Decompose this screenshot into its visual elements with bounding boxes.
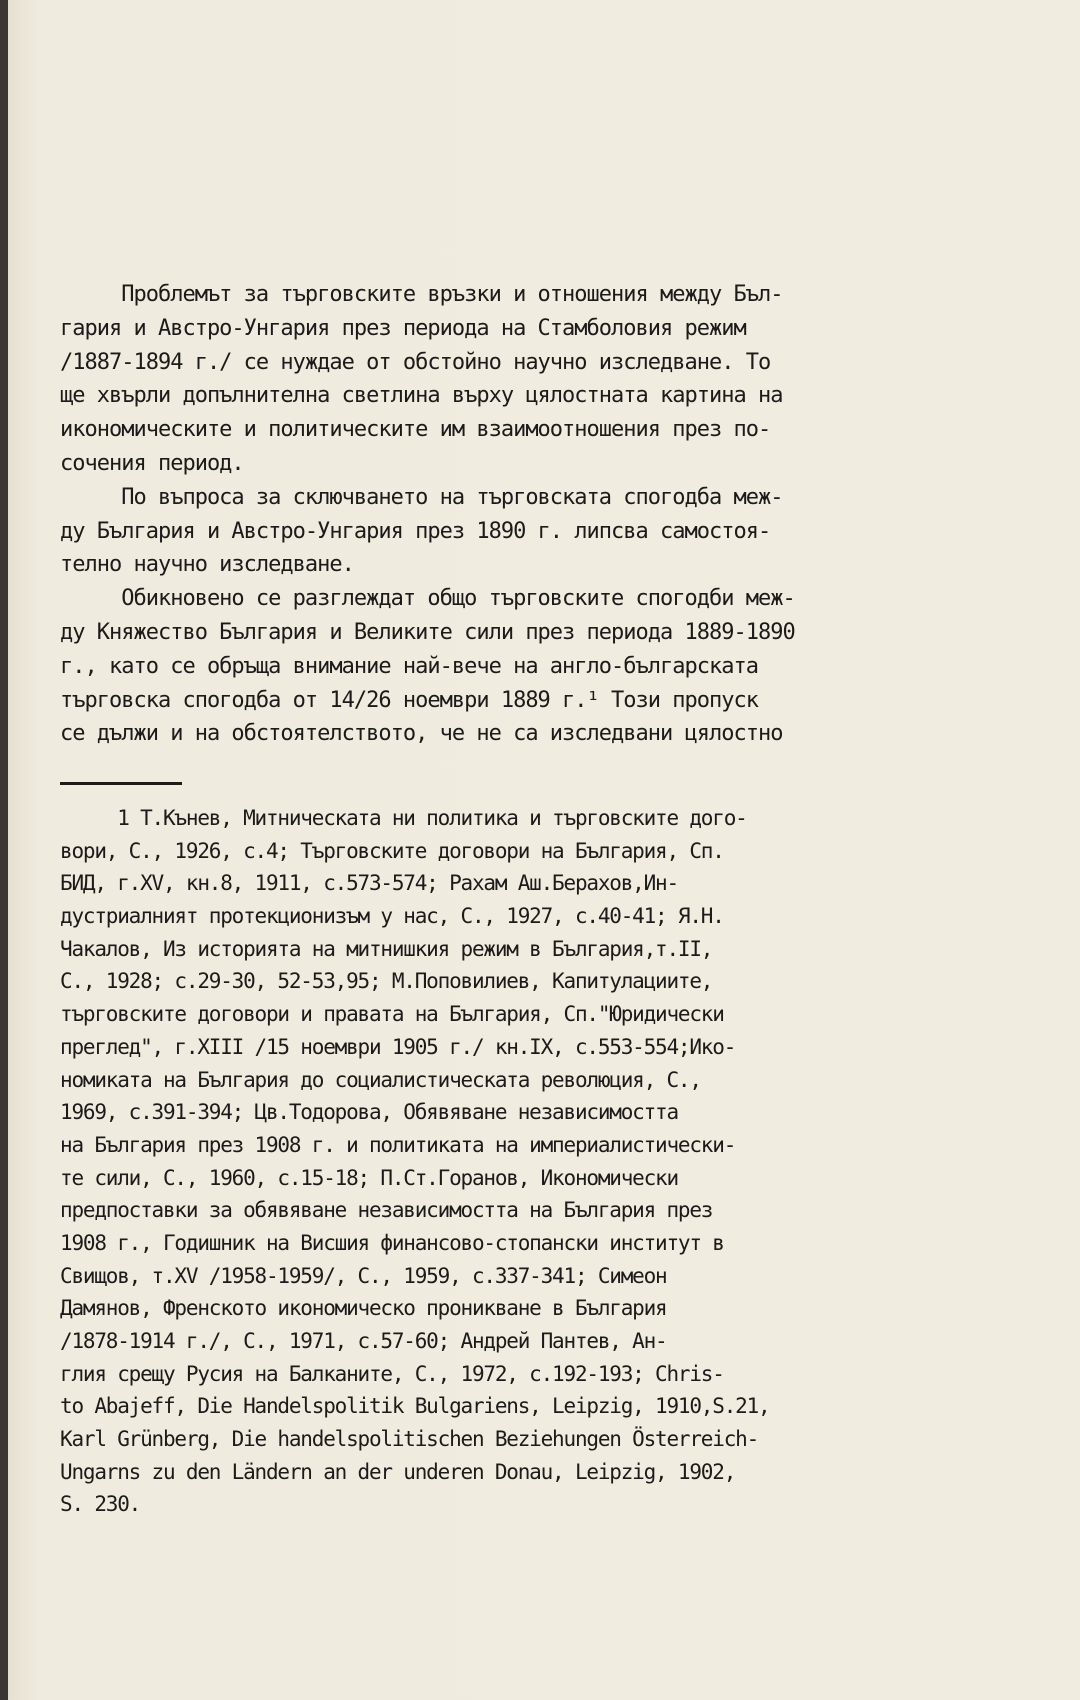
footnote-line: 1 Т.Кънев, Митническата ни политика и търговските дого- (60, 806, 747, 830)
body-line: /1887-1894 г./ се нуждае от обстойно научно изследване. То (60, 349, 771, 375)
footnote-line: номиката на България до социалистическата революция, С., (60, 1067, 701, 1092)
body-line: ще хвърли допълнителна светлина върху цялостната картина на (60, 383, 783, 409)
footnote-line: Ungarns zu den Ländern an der underen Donau, Leipzig, 1902, (60, 1459, 736, 1484)
body-line: ду България и Австро-Унгария през 1890 г. липсва самостоя- (60, 518, 771, 544)
footnote-line: на България през 1908 г. и политиката на империалистически- (60, 1132, 736, 1157)
footnote-line: преглед", г.XIII /15 ноември 1905 г./ кн.IX, с.553-554;Ико- (60, 1034, 736, 1059)
body-line: Обикновено се разглеждат общо търговските спогодби меж- (60, 586, 795, 612)
footnote-line: дустриалният протекционизъм у нас, С., 1927, с.40-41; Я.Н. (60, 904, 724, 929)
footnote-line: С., 1928; с.29-30, 52-53,95; М.Поповилиев, Капитулациите, (60, 969, 713, 994)
book-spine-edge (0, 0, 8, 1700)
body-line: сочения период. (60, 450, 244, 476)
footnote-divider (60, 782, 182, 785)
body-line: търговска спогодба от 14/26 ноември 1889 г.¹ Този пропуск (60, 687, 758, 713)
footnote-line: предпоставки за обявяване независимостта на България през (60, 1198, 713, 1223)
footnote-line: БИД, г.XV, кн.8, 1911, с.573-574; Рахам Аш.Берахов,Ин- (60, 871, 678, 896)
body-line: г., като се обръща внимание най-вече на англо-българската (60, 653, 758, 679)
footnote-line: Свищов, т.XV /1958-1959/, С., 1959, с.337-341; Симеон (60, 1263, 667, 1288)
body-line: икономическите и политическите им взаимоотношения през по- (60, 417, 771, 443)
body-line: се дължи и на обстоятелството, че не са изследвани цялостно (60, 721, 783, 747)
footnote-line: Чакалов, Из историята на митнишкия режим в България,т.II, (60, 936, 713, 961)
footnote-line: търговските договори и правата на България, Сп."Юридически (60, 1002, 724, 1027)
body-line: ду Княжество България и Великите сили през периода 1889-1890 (60, 619, 795, 645)
footnote-line: глия срещу Русия на Балканите, С., 1972, с.192-193; Chris- (60, 1361, 724, 1386)
body-line: телно научно изследване. (60, 552, 354, 578)
footnote-line: S. 230. (60, 1492, 141, 1517)
footnote-line: /1878-1914 г./, С., 1971, с.57-60; Андрей Пантев, Ан- (60, 1329, 667, 1353)
body-line: По въпроса за сключването на търговската спогодба меж- (60, 484, 783, 510)
footnote-line: 1908 г., Годишник на Висшия финансово-стопански институт в (60, 1230, 724, 1255)
body-line: Проблемът за търговските връзки и отношения между Бъл- (60, 282, 783, 307)
footnote-line: Karl Grünberg, Die handelspolitischen Beziehungen Österreich- (60, 1427, 759, 1452)
footnote-line: 1969, с.391-394; Цв.Тодорова, Обявяване независимостта (60, 1100, 678, 1125)
body-text (60, 278, 1020, 751)
footnote-line: to Abajeff, Die Handelspolitik Bulgariens, Leipzig, 1910,S.21, (60, 1394, 770, 1419)
footnote-line: Дамянов, Френското икономическо проникване в България (60, 1296, 667, 1321)
footnotes (60, 802, 1020, 1521)
footnote-line: вори, С., 1926, с.4; Търговските договори на България, Сп. (60, 838, 724, 863)
footnote-line: те сили, С., 1960, с.15-18; П.Ст.Горанов, Икономически (60, 1165, 678, 1190)
body-line: гария и Австро-Унгария през периода на Стамболовия режим (60, 315, 746, 341)
